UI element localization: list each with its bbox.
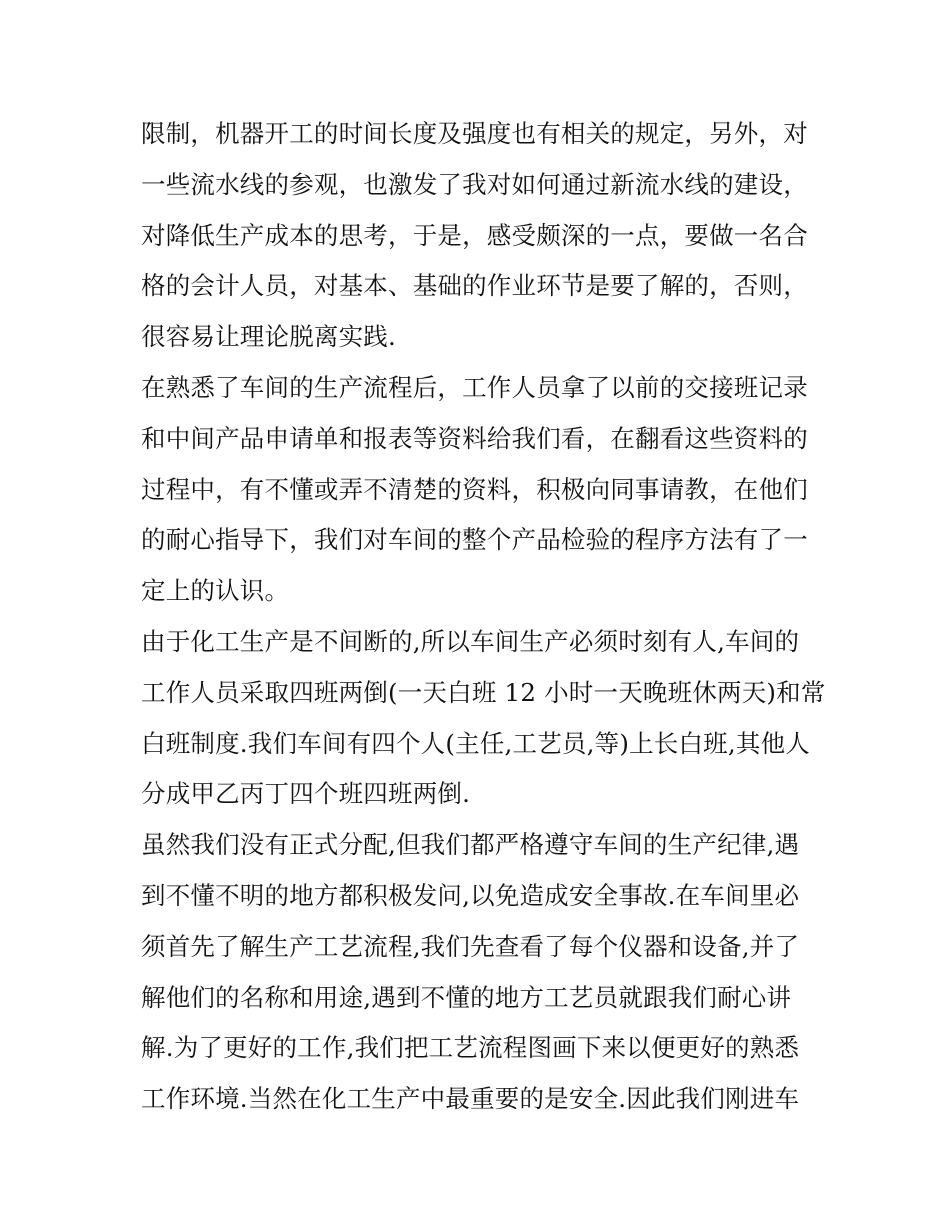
text-line: 白班制度.我们车间有四个人(主任,工艺员,等)上长白班,其他人 (141, 728, 810, 758)
text-line: 格的会计人员，对基本、基础的作业环节是要了解的，否则， (141, 271, 808, 301)
text-line: 虽然我们没有正式分配,但我们都严格遵守车间的生产纪律,遇 (141, 830, 800, 860)
text-line: 一些流水线的参观，也激发了我对如何通过新流水线的建设， (141, 169, 808, 199)
text-line: 限制，机器开工的时间长度及强度也有相关的规定，另外，对 (141, 119, 808, 148)
text-line: 由于化工生产是不间断的,所以车间生产必须时刻有人,车间的 (141, 626, 800, 656)
text-line: 工作人员采取四班两倒(一天白班 12 小时一天晚班休两天)和常 (141, 677, 826, 707)
text-line: 定上的认识。 (141, 576, 290, 606)
text-line: 过程中，有不懂或弄不清楚的资料，积极向同事请教，在他们 (141, 474, 808, 504)
text-line: 解他们的名称和用途,遇到不懂的地方工艺员就跟我们耐心讲 (141, 982, 792, 1012)
paragraph-3 (141, 617, 826, 820)
text-line: 对降低生产成本的思考，于是，感受颇深的一点，要做一名合 (141, 220, 808, 250)
text-line: 分成甲乙丙丁四个班四班两倒. (141, 779, 471, 809)
document-body (141, 109, 826, 1125)
text-line: 的耐心指导下，我们对车间的整个产品检验的程序方法有了一 (141, 525, 808, 555)
paragraph-2 (141, 363, 821, 617)
text-line: 解.为了更好的工作,我们把工艺流程图画下来以便更好的熟悉 (141, 1033, 800, 1063)
text-line: 须首先了解生产工艺流程,我们先查看了每个仪器和设备,并了 (141, 931, 800, 961)
text-line: 和中间产品申请单和报表等资料给我们看，在翻看这些资料的 (141, 423, 808, 453)
text-line: 很容易让理论脱离实践. (141, 322, 396, 352)
text-line: 到不懂不明的地方都积极发问,以免造成安全事故.在车间里必 (141, 880, 800, 910)
text-line: 工作环境.当然在化工生产中最重要的是安全.因此我们刚进车 (141, 1084, 800, 1114)
paragraph-1 (141, 109, 821, 363)
text-line: 在熟悉了车间的生产流程后，工作人员拿了以前的交接班记录 (141, 372, 808, 402)
paragraph-4 (141, 820, 821, 1125)
